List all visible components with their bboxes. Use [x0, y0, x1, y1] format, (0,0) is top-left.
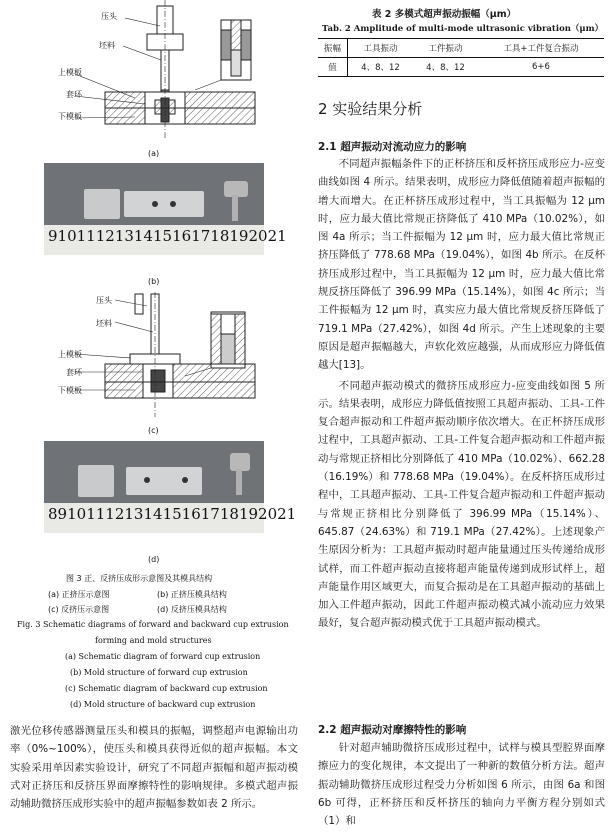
paragraph-amplitude-effect: 不同超声振幅条件下的正杯挤压和反杯挤压成形应力-应变曲线如图 4 所示。结果表明，成形应力降低值随着超声振幅的增大而增大。在正杯挤压成形过程中，当工具振幅为 12 μm 时，应力最大值比常规正挤降低了 410 MPa（10.02%），如图 4a 所示；当工件振幅为 12 μm 时，应力最大值比常规正挤压降低了 778.68 MPa（19.04%），如图 4b 所示。在反杯挤压成形过程中，当工具振幅为 12 μm 时，应力最大值比常规反挤压降低了 396.99 MPa（15.14%），如图 4c 所示；当工件振幅为 12 μm 时，真实应力最大值比常规反挤压降低了 719.1 MPa（27.42%），如图 4d 所示。产生上述现象的主要原因是超声振幅越大，声软化效应越强，从而成形应力降低值越大[13]。 [318, 158, 605, 372]
table-header-cell: 工具+工件复合振动 [503, 44, 579, 54]
label-upper-die-c: 上模板 [58, 350, 82, 359]
left-column-text [10, 722, 298, 813]
caption-en-title-2: forming and mold structures [95, 636, 212, 645]
caption-cn-a: (a) 正挤压示意图 [48, 590, 110, 599]
table-header-cell: 振幅 [318, 39, 347, 58]
caption-en-b: (b) Mold structure of forward cup extrusion [70, 668, 248, 677]
label-lower-die-a: 下模板 [58, 112, 82, 121]
subfig-label-d: (d) [148, 555, 160, 564]
label-ring-c: 套环 [66, 368, 82, 377]
paragraph-friction: 针对超声辅助微挤压成形过程中，试样与模具型腔界面摩擦应力的变化规律，本文提出了一种新的数值分析方法。超声振动辅助微挤压成形过程受力分析如图 6 所示，由图 6a 和图 6b 可得，正杯挤压和反杯挤压的轴向力平衡方程分别如式（1）和 [318, 742, 605, 828]
caption-en-title: Fig. 3 Schematic diagrams of forward and backward cup extrusion [17, 620, 289, 629]
label-blank-a: 坯料 [99, 41, 115, 50]
right-column-text [318, 155, 605, 633]
table-header-row [318, 39, 604, 58]
label-punch-a: 压头 [101, 12, 117, 21]
label-upper-die-a: 上模板 [58, 68, 82, 77]
label-punch-c: 压头 [96, 296, 112, 305]
caption-cn-d: (d) 反挤压模具结构 [157, 605, 227, 614]
section-title: 2 实验结果分析 [318, 100, 423, 118]
figure-3 [0, 0, 300, 709]
backward-mold-photo: 8 9 10 11 12 13 14 15 16 17 18 19 20 21 [44, 441, 264, 533]
table-cell: 6+6 [531, 62, 550, 72]
subsection-title-2-2: 2.2 超声振动对摩擦特性的影响 [318, 724, 467, 736]
caption-cn: 图 3 正、反挤压成形示意图及其模具结构 [66, 574, 213, 583]
caption-en-c: (c) Schematic diagram of backward cup extrusion [65, 684, 268, 693]
paragraph-method: 激光位移传感器测量压头和模具的振幅，调整超声电源输出功率（0%~100%），使压头和模具获得近似的超声振幅。本文实验采用单因素实验设计，研究了不同超声振幅和超声振动模式对正挤压和反挤压界面摩擦特性的影响规律。多模式超声振动辅助微挤压成形实验中的超声振幅参数如表 2 所示。 [10, 725, 298, 811]
table-cell: 4、8、12 [361, 63, 400, 73]
forward-mold-photo: 9 10 11 12 13 14 15 16 17 18 19 20 21 [44, 163, 264, 255]
subfig-label-b: (b) [148, 277, 160, 286]
label-blank-c: 坯料 [96, 319, 112, 328]
table-cell: 4、8、12 [426, 63, 465, 73]
table-row [318, 58, 604, 77]
caption-cn-b: (b) 正挤压模具结构 [157, 590, 227, 599]
subfig-label-a: (a) [148, 149, 160, 158]
caption-cn-c: (c) 反挤压示意图 [48, 605, 110, 614]
subfig-label-c: (c) [148, 426, 159, 435]
table-cell: 值 [318, 58, 347, 77]
caption-en-d: (d) Mold structure of backward cup extrusion [70, 700, 256, 709]
table-2-title-cn: 表 2 多模式超声振动振幅（μm） [372, 9, 517, 20]
table-header-cell: 工件振动 [428, 44, 463, 54]
amplitude-table [318, 38, 604, 77]
caption-en-a: (a) Schematic diagram of forward cup extrusion [65, 652, 261, 661]
subsection-title-2-1: 2.1 超声振动对流动应力的影响 [318, 141, 467, 153]
label-ring-a: 套环 [66, 90, 82, 99]
paragraph-mode-effect: 不同超声振动模式的微挤压成形应力-应变曲线如图 5 所示。结果表明，成形应力降低值按照工具超声振动、工具-工件复合超声振动和工件超声振动顺序依次增大。在正杯挤压成形过程中，工具超声振动、工具-工件复合超声振动和工件超声振动与常规正挤相比分别降低了 410 MPa（10.02%）、662.28（16.19%）和 778.68 MPa（19.04%）。在反杯挤压成形过程中，工具超声振动、工具-工件复合超声振动和工件超声振动与常规正挤相比分别降低了 396.99 MPa（15.14%）、645.87（24.63%）和 719.1 MPa（27.42%）。上述现象产生原因分析为：工具超声振动时超声能量通过压头传递给成形试样，而工件超声振动直接将超声能量传递到成形试样上，超声能量作用区域更大，而复合振动是在工具超声振动的基础上加入工件超声振动，因此工件超声振动模式减小流动应力效果最好，复合超声振动模式优于工具超声振动模式。 [318, 379, 605, 630]
table-2-title-en: Tab. 2 Amplitude of multi-mode ultrasonic vibration（μm） [322, 24, 604, 34]
label-lower-die-c: 下模板 [58, 386, 82, 395]
right-column-text-2 [318, 739, 605, 837]
table-header-cell: 工具振动 [363, 44, 398, 54]
